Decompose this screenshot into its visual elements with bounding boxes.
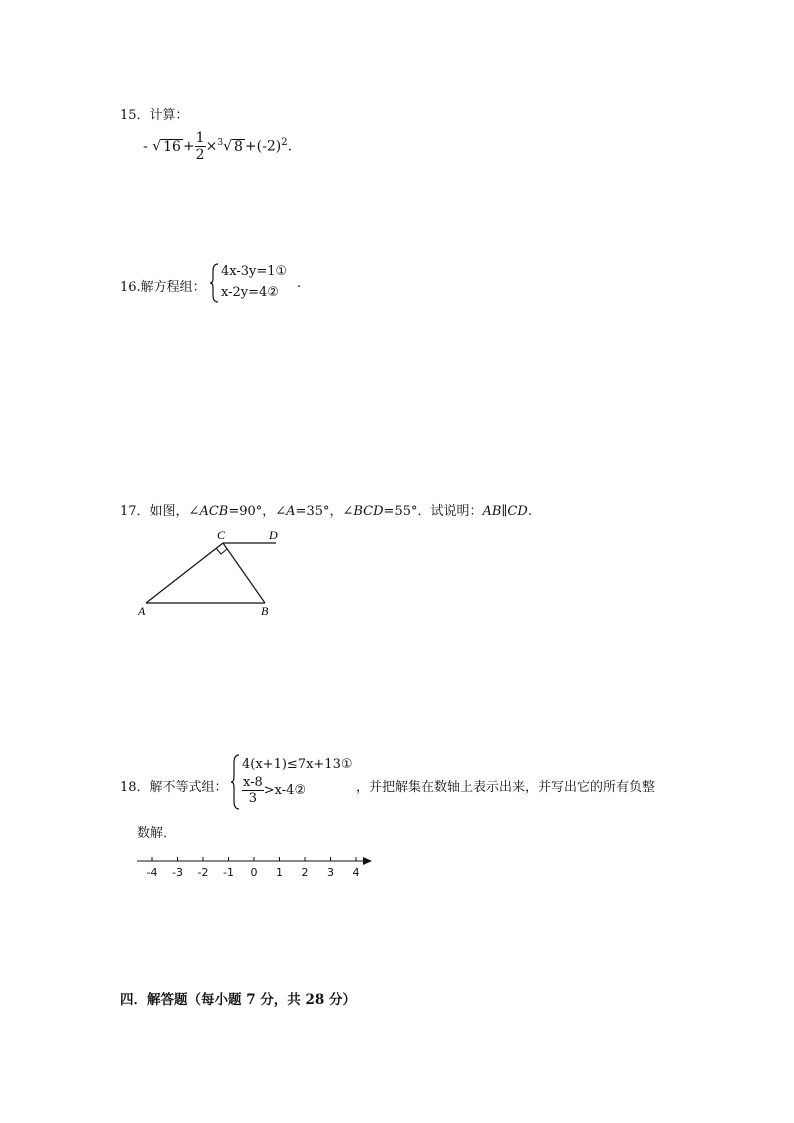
q18-ineq2-mark: ② [294, 783, 307, 798]
number-line-tick-label: -2 [197, 866, 209, 879]
q17-parallel: AB∥CD [482, 504, 528, 519]
cbrt-icon: √ [223, 138, 232, 155]
q15-expression [143, 131, 292, 162]
q16-eq1-mark: ① [275, 264, 288, 279]
q15-minus: - [143, 138, 148, 155]
label-d: D [269, 528, 278, 542]
q18-ineq2-rest: >x-4 [263, 783, 295, 798]
q18-frac-den: 3 [248, 791, 258, 806]
q16-label: 16.解方程组： [120, 280, 206, 295]
q18-frac-num: x-8 [243, 775, 263, 790]
number-line-tick-label: -4 [146, 866, 158, 879]
q17-eq3: =55°．试说明： [383, 504, 483, 519]
q18-ineq1-text: 4(x+1)≤7x+13 [242, 757, 341, 772]
q16-eq2-mark: ② [267, 285, 279, 300]
q16-eq2-text: x-2y=4 [221, 285, 268, 300]
q17-angle-acb: ∠ACB [188, 504, 229, 519]
q16-eq1-text: 4x-3y=1 [221, 264, 276, 279]
triangle-figure [132, 526, 302, 626]
q17-text [120, 500, 532, 519]
q15-label: 15．计算： [120, 108, 189, 123]
number-line [130, 850, 380, 886]
sqrt-icon: √ [152, 138, 162, 155]
number-line-tick-label: 4 [352, 866, 360, 879]
q18-label: 18．解不等式组： [120, 780, 228, 795]
section-heading: 四．解答题（每小题 7 分，共 28 分） [120, 992, 356, 1008]
number-line-tick-label: 2 [301, 866, 309, 879]
number-line-tick-label: 1 [276, 866, 283, 879]
q16-end: . [297, 276, 302, 291]
number-line-tick-label: 0 [250, 866, 258, 879]
q16-eq2 [221, 285, 279, 300]
q17-angle-bcd: ∠BCD [342, 504, 384, 519]
q17-eq2: =35°， [295, 504, 343, 519]
q15-fraction [195, 131, 206, 162]
q17-end: . [527, 504, 532, 519]
q15-exponent: 2 [281, 136, 288, 148]
q18-ineq2 [242, 776, 306, 805]
arrow-right-icon [363, 857, 372, 865]
segment-cb [223, 543, 265, 603]
number-line-tick-label: -1 [223, 866, 234, 879]
q15-cbrt-value: 8 [233, 138, 243, 155]
q15-frac-num: 1 [195, 130, 205, 146]
label-c: C [217, 528, 226, 542]
q18-fraction [242, 776, 264, 805]
q18-ineq1-mark: ① [340, 757, 353, 772]
segment-ac [146, 543, 223, 603]
q15-times: × [205, 138, 218, 155]
q18-instruction-cont: 数解． [137, 826, 177, 841]
q17-angle-a: ∠A [275, 504, 296, 519]
q16-brace-icon [210, 263, 220, 303]
q15-frac-den: 2 [195, 147, 205, 163]
number-line-tick-label: 3 [327, 866, 334, 879]
q17-eq1: =90°， [228, 504, 276, 519]
q15-plus: + [182, 138, 195, 155]
q18-instruction: ，并把解集在数轴上表示出来，并写出它的所有负整 [356, 780, 656, 795]
q15-sqrt-value: 16 [163, 138, 181, 155]
q15-end: . [287, 138, 293, 155]
number-line-tick-label: -3 [172, 866, 183, 879]
q18-ineq1 [242, 757, 353, 772]
label-a: A [138, 604, 146, 618]
q18-brace-icon [231, 754, 241, 810]
q15-tail: +(-2) [244, 138, 282, 155]
q16-eq1 [221, 264, 287, 279]
q15-root-index: 3 [217, 137, 224, 148]
right-angle-mark [216, 548, 227, 554]
label-b: B [261, 604, 269, 618]
q17-prefix: 17．如图， [120, 504, 189, 519]
